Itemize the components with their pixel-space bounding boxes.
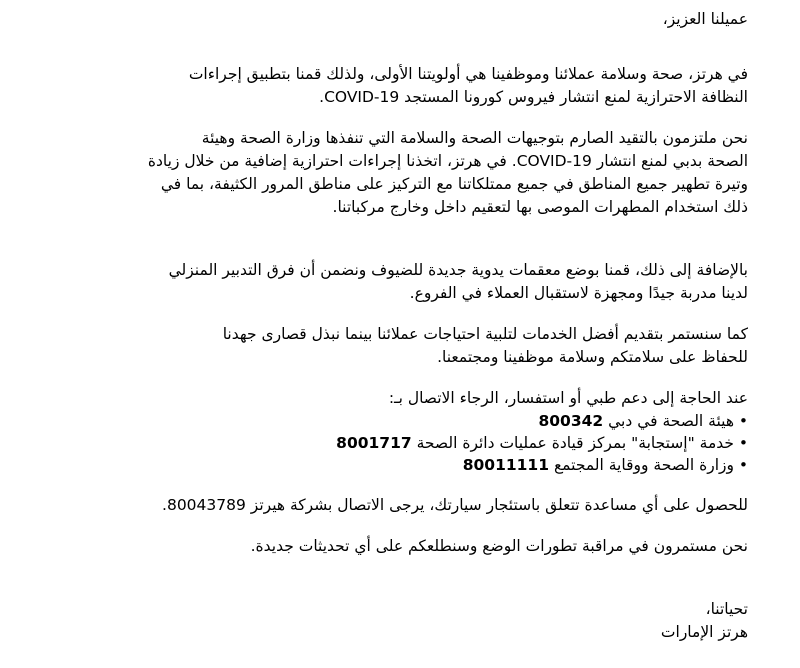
paragraph-line: للحفاظ على سلامتكم وسلامة موظفينا ومجتمعنا.	[437, 348, 748, 366]
contact-number[interactable]: 8001717	[336, 434, 412, 452]
contact-number[interactable]: 800342	[538, 412, 604, 430]
paragraph-line: نحن ملتزمون بالتقيد الصارم بتوجيهات الصحة والسلامة التي تنفذها وزارة الصحة وهيئة	[201, 129, 748, 147]
letter-signature: هرتز الإمارات	[660, 623, 748, 641]
paragraph-line: بالإضافة إلى ذلك، قمنا بوضع معقمات يدوية جديدة للضيوف ونضمن أن فرق التدبير المنزلي	[168, 261, 748, 279]
contact-item-estijaba	[40, 432, 748, 454]
contact-list	[40, 410, 748, 476]
letter-greeting: عميلنا العزيز،	[662, 10, 748, 28]
paragraph-priority	[40, 63, 748, 109]
paragraph-line: لدينا مدربة جيدًا ومجهزة لاستقبال العملاء في الفروع.	[409, 284, 748, 302]
paragraph-monitoring: نحن مستمرون في مراقبة تطورات الوضع وسنطلعكم على أي تحديثات جديدة.	[250, 537, 748, 555]
paragraph-line: الصحة بدبي لمنع انتشار COVID-19. في هرتز، اتخذنا إجراءات احترازية إضافية من خلال زيادة	[147, 152, 748, 170]
contact-intro: عند الحاجة إلى دعم طبي أو استفسار، الرجاء الاتصال بـ:	[388, 389, 748, 407]
paragraph-line: ذلك استخدام المطهرات الموصى بها لتعقيم داخل وخارج مركباتنا.	[332, 198, 748, 216]
contact-label: خدمة "إستجابة" بمركز قيادة عمليات دائرة الصحة	[416, 434, 734, 452]
contact-item-dha	[40, 410, 748, 432]
bullet-icon: •	[738, 412, 748, 430]
bullet-icon: •	[738, 434, 748, 452]
paragraph-line: وتيرة تطهير جميع المناطق في جميع ممتلكاتنا مع التركيز على مناطق المرور الكثيفة، بما في	[160, 175, 748, 193]
contact-item-mohap	[40, 454, 748, 476]
paragraph-sanitizers	[40, 259, 748, 305]
paragraph-line: كما سنستمر بتقديم أفضل الخدمات لتلبية احتياجات عملائنا بينما نبذل قصارى جهدنا	[222, 325, 748, 343]
bullet-icon: •	[738, 456, 748, 474]
contact-number[interactable]: 80011111	[462, 456, 549, 474]
paragraph-commitment	[40, 127, 748, 219]
paragraph-rental-assistance: للحصول على أي مساعدة تتعلق باستئجار سيارتك، يرجى الاتصال بشركة هيرتز 80043789.	[162, 496, 748, 514]
letter-closing: تحياتنا،	[705, 600, 748, 618]
contact-label: هيئة الصحة في دبي	[608, 412, 734, 430]
paragraph-line: النظافة الاحترازية لمنع انتشار فيروس كورونا المستجد COVID-19.	[319, 88, 748, 106]
paragraph-line: في هرتز، صحة وسلامة عملائنا وموظفينا هي أولويتنا الأولى، ولذلك قمنا بتطبيق إجراءات	[188, 65, 748, 83]
contact-label: وزارة الصحة ووقاية المجتمع	[553, 456, 734, 474]
paragraph-services	[40, 323, 748, 369]
